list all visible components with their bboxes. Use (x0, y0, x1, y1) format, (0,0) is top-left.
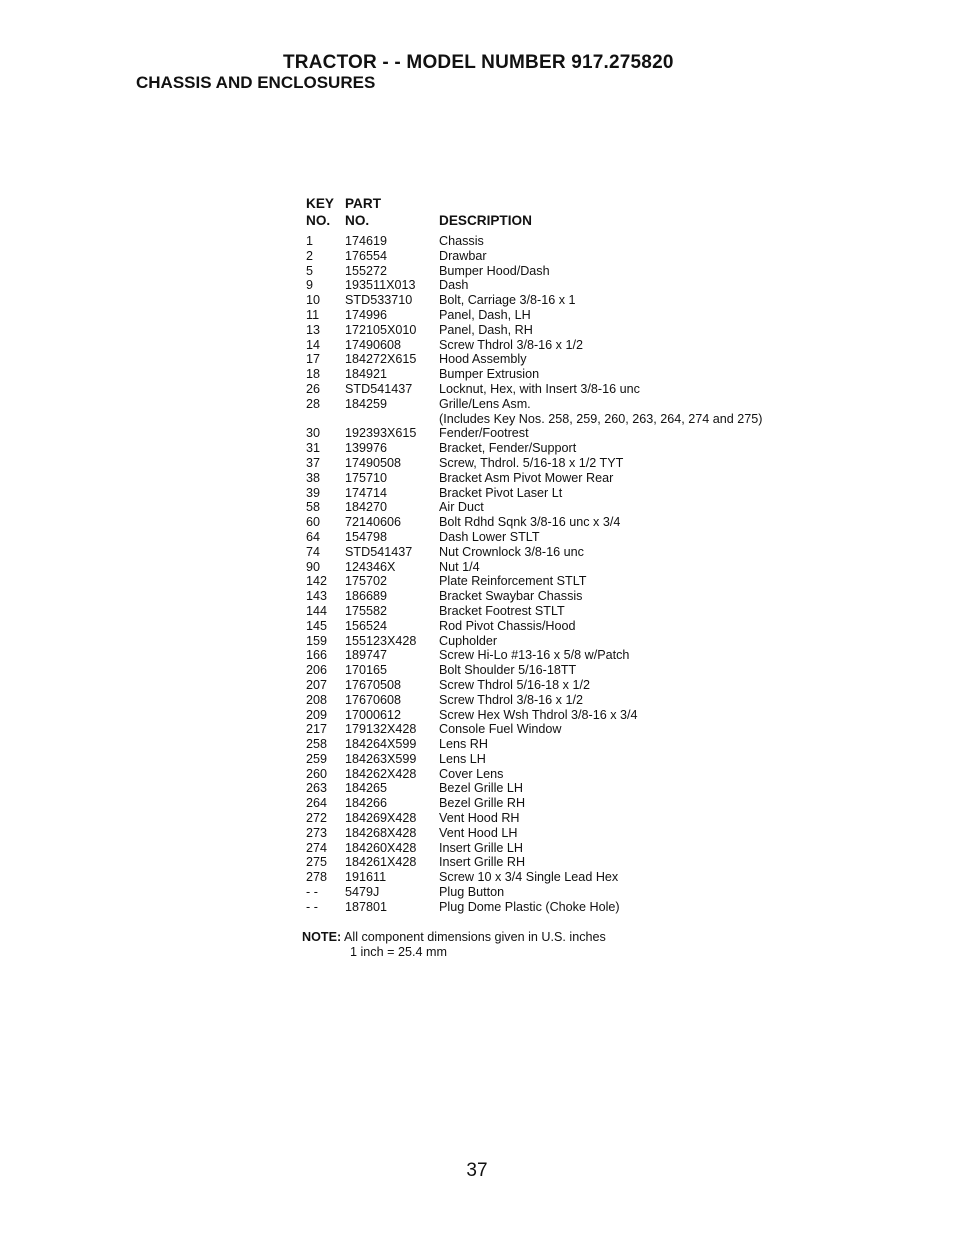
description: Screw Thdrol 5/16-18 x 1/2 (439, 677, 590, 692)
key-no: 18 (306, 367, 321, 382)
description: Bracket, Fender/Support (439, 441, 577, 456)
part-header-line1: PART (345, 196, 381, 211)
description: Plug Dome Plastic (Choke Hole) (439, 899, 620, 914)
part-no: 184921 (345, 367, 388, 382)
key-no: 13 (306, 322, 321, 337)
description: Bracket Footrest STLT (439, 603, 565, 618)
key-no: 142 (306, 574, 328, 589)
key-no: 273 (306, 825, 328, 840)
description: Dash Lower STLT (439, 529, 540, 544)
part-no: 186689 (345, 589, 388, 604)
key-no: 209 (306, 707, 328, 722)
description: Screw Thdrol 3/8-16 x 1/2 (439, 337, 583, 352)
description: Bolt Rdhd Sqnk 3/8-16 unc x 3/4 (439, 515, 621, 530)
description: Chassis (439, 234, 484, 248)
part-no: 155123X428 (345, 633, 417, 648)
description: Nut Crownlock 3/8-16 unc (439, 544, 584, 559)
part-no: 175710 (345, 470, 388, 485)
description: Cover Lens (439, 766, 504, 781)
part-no: 184264X599 (345, 737, 417, 752)
part-no: 184263X599 (345, 751, 417, 766)
description: Nut 1/4 (439, 559, 480, 574)
description-header: DESCRIPTION (439, 213, 532, 228)
key-no: 143 (306, 589, 328, 604)
description: Screw Thdrol 3/8-16 x 1/2 (439, 692, 583, 707)
part-no: 174619 (345, 234, 388, 248)
part-no: 174996 (345, 307, 388, 322)
description: Bolt Shoulder 5/16-18TT (439, 663, 577, 678)
description: Bezel Grille RH (439, 796, 526, 811)
part-no: 17670508 (345, 677, 402, 692)
part-no: 191611 (345, 870, 387, 885)
note-block (302, 930, 606, 960)
part-no: 124346X (345, 559, 396, 574)
part-no: STD541437 (345, 544, 413, 559)
description: Vent Hood LH (439, 825, 518, 840)
part-no: STD541437 (345, 381, 413, 396)
key-no: 260 (306, 766, 328, 781)
key-no: 74 (306, 544, 321, 559)
description: Bumper Extrusion (439, 367, 540, 382)
key-no: 259 (306, 751, 328, 766)
description: Drawbar (439, 248, 487, 263)
key-header-line1: KEY (306, 196, 334, 211)
part-no: 184266 (345, 796, 388, 811)
part-no: 154798 (345, 529, 388, 544)
key-no: 28 (306, 396, 321, 411)
part-no: 192393X615 (345, 426, 417, 441)
key-no: 208 (306, 692, 328, 707)
part-no: 17490508 (345, 455, 402, 470)
key-no: 30 (306, 426, 321, 441)
key-no: 11 (306, 307, 320, 322)
part-no: 193511X013 (345, 278, 416, 293)
note-label: NOTE: (302, 930, 342, 944)
key-no: 26 (306, 381, 321, 396)
part-no: 175702 (345, 574, 388, 589)
description: Bezel Grille LH (439, 781, 523, 796)
part-no: 17000612 (345, 707, 402, 722)
part-no: 139976 (345, 441, 388, 456)
description: Bumper Hood/Dash (439, 263, 550, 278)
description: Bracket Swaybar Chassis (439, 589, 583, 604)
key-no: 275 (306, 855, 328, 870)
key-no: 9 (306, 278, 314, 293)
part-no: 170165 (345, 663, 388, 678)
description: Bracket Asm Pivot Mower Rear (439, 470, 614, 485)
part-header-line2: NO. (345, 213, 370, 228)
part-no: 184270 (345, 500, 388, 515)
key-no: 264 (306, 796, 328, 811)
page-number: 37 (466, 1160, 488, 1181)
key-no: 2 (306, 248, 314, 263)
description: Panel, Dash, LH (439, 307, 531, 322)
key-no: 258 (306, 737, 328, 752)
description: Lens LH (439, 751, 486, 766)
part-no: 187801 (345, 899, 388, 914)
part-no: 184259 (345, 396, 388, 411)
description: Screw, Thdrol. 5/16-18 x 1/2 TYT (439, 455, 624, 470)
part-no: 184268X428 (345, 825, 417, 840)
part-no: 17670608 (345, 692, 402, 707)
key-no: 159 (306, 633, 328, 648)
key-no: 1 (306, 234, 314, 248)
description: Plate Reinforcement STLT (439, 574, 587, 589)
description: Screw Hi-Lo #13-16 x 5/8 w/Patch (439, 648, 630, 663)
key-no: 60 (306, 515, 321, 530)
part-no: 184265 (345, 781, 388, 796)
key-no: 5 (306, 263, 314, 278)
key-no: 278 (306, 870, 328, 885)
part-no: 179132X428 (345, 722, 417, 737)
key-no: 207 (306, 677, 328, 692)
key-no: - - (306, 899, 318, 914)
description: Cupholder (439, 633, 498, 648)
key-no: - - (306, 885, 318, 900)
part-no: 174714 (345, 485, 388, 500)
key-no: 58 (306, 500, 321, 515)
key-no: 272 (306, 811, 328, 826)
description: (Includes Key Nos. 258, 259, 260, 263, 264, 274 and 275) (439, 411, 763, 426)
description: Bracket Pivot Laser Lt (439, 485, 563, 500)
part-no: 175582 (345, 603, 388, 618)
part-no: 172105X010 (345, 322, 417, 337)
part-no: 184269X428 (345, 811, 417, 826)
key-no: 144 (306, 603, 328, 618)
part-no: 184272X615 (345, 352, 417, 367)
description: Locknut, Hex, with Insert 3/8-16 unc (439, 381, 640, 396)
key-no: 39 (306, 485, 321, 500)
description: Vent Hood RH (439, 811, 520, 826)
key-no: 90 (306, 559, 321, 574)
description: Air Duct (439, 500, 484, 515)
key-no: 17 (306, 352, 321, 367)
part-no: 5479J (345, 885, 380, 900)
part-no: 72140606 (345, 515, 402, 530)
part-no: 156524 (345, 618, 388, 633)
part-no: 155272 (345, 263, 388, 278)
description: Console Fuel Window (439, 722, 562, 737)
description: Grille/Lens Asm. (439, 396, 531, 411)
part-no: 17490608 (345, 337, 402, 352)
description: Dash (439, 278, 469, 293)
key-no: 217 (306, 722, 328, 737)
key-no: 31 (306, 441, 321, 456)
key-no: 14 (306, 337, 321, 352)
key-no: 145 (306, 618, 328, 633)
description: Hood Assembly (439, 352, 527, 367)
description: Insert Grille LH (439, 840, 523, 855)
note-conversion: 1 inch = 25.4 mm (350, 945, 447, 959)
key-no: 274 (306, 840, 328, 855)
description: Plug Button (439, 885, 505, 900)
page-title: TRACTOR - - MODEL NUMBER 917.275820 (283, 52, 674, 73)
key-no: 10 (306, 293, 321, 308)
description: Fender/Footrest (439, 426, 529, 441)
note-text: All component dimensions given in U.S. inches (344, 930, 606, 944)
key-no: 64 (306, 529, 321, 544)
part-no: 184262X428 (345, 766, 417, 781)
description: Insert Grille RH (439, 855, 526, 870)
description: Rod Pivot Chassis/Hood (439, 618, 576, 633)
key-no: 263 (306, 781, 328, 796)
key-no: 38 (306, 470, 321, 485)
part-no: 189747 (345, 648, 388, 663)
part-no: STD533710 (345, 293, 413, 308)
part-no: 176554 (345, 248, 388, 263)
part-no: 184261X428 (345, 855, 417, 870)
key-no: 166 (306, 648, 328, 663)
section-subtitle: CHASSIS AND ENCLOSURES (136, 73, 376, 92)
key-no: 206 (306, 663, 328, 678)
description: Panel, Dash, RH (439, 322, 533, 337)
description: Screw 10 x 3/4 Single Lead Hex (439, 870, 619, 885)
description: Screw Hex Wsh Thdrol 3/8-16 x 3/4 (439, 707, 638, 722)
key-no: 37 (306, 455, 321, 470)
part-no: 184260X428 (345, 840, 417, 855)
description: Lens RH (439, 737, 488, 752)
description: Bolt, Carriage 3/8-16 x 1 (439, 293, 576, 308)
key-header-line2: NO. (306, 213, 331, 228)
